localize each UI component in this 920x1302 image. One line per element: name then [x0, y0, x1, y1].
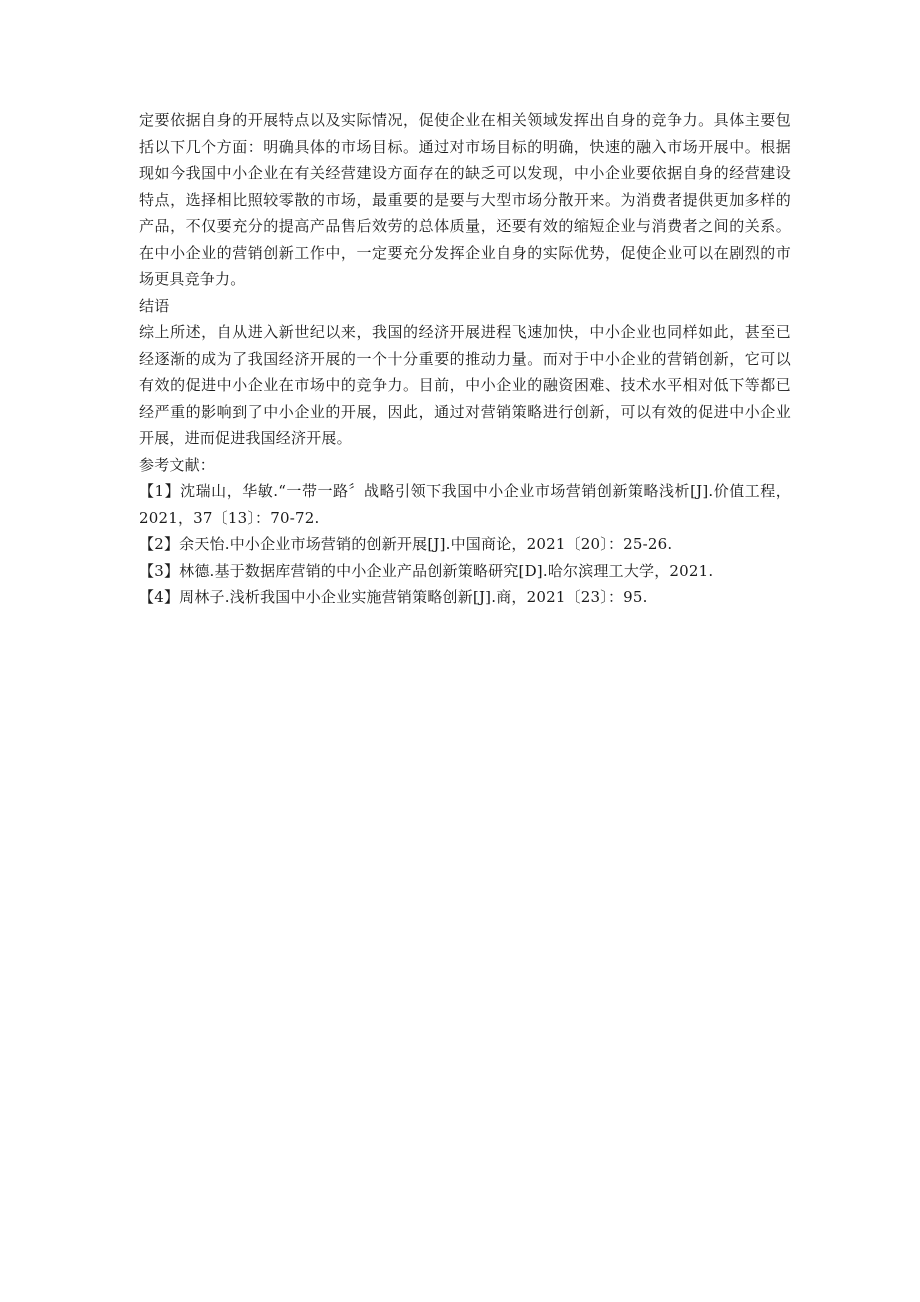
reference-item-1: 【1】沈瑞山，华敏.“一带一路〞战略引领下我国中小企业市场营销创新策略浅析[J].价值工程，2021，37〔13〕：70-72. [139, 482, 791, 527]
reference-item-2: 【2】余天怡.中小企业市场营销的创新开展[J].中国商论，2021〔20〕：25-26. [139, 535, 673, 553]
conclusion-paragraph: 综上所述，自从进入新世纪以来，我国的经济开展进程飞速加快，中小企业也同样如此，甚至已经逐渐的成为了我国经济开展的一个十分重要的推动力量。而对于中小企业的营销创新，它可以有效的促进中小企业在市场中的竞争力。目前，中小企业的融资困难、技术水平相对低下等都已经严重的影响到了中小企业的开展，因此，通过对营销策略进行创新，可以有效的促进中小企业开展，进而促进我国经济开展。 [139, 323, 791, 447]
conclusion-heading: 结语 [139, 296, 170, 315]
document-body [139, 107, 791, 611]
intro-paragraph: 定要依据自身的开展特点以及实际情况，促使企业在相关领域发挥出自身的竞争力。具体主要包括以下几个方面：明确具体的市场目标。通过对市场目标的明确，快速的融入市场开展中。根据现如今我国中小企业在有关经营建设方面存在的缺乏可以发现，中小企业要依据自身的经营建设特点，选择相比照较零散的市场，最重要的是要与大型市场分散开来。为消费者提供更加多样的产品，不仅要充分的提高产品售后效劳的总体质量，还要有效的缩短企业与消费者之间的关系。在中小企业的营销创新工作中，一定要充分发挥企业自身的实际优势，促使企业可以在剧烈的市场更具竞争力。 [139, 111, 791, 288]
reference-item-4: 【4】周林子.浅析我国中小企业实施营销策略创新[J].商，2021〔23〕：95. [139, 588, 648, 606]
references-list [139, 478, 791, 611]
reference-item-3: 【3】林德.基于数据库营销的中小企业产品创新策略研究[D].哈尔滨理工大学，2021. [139, 561, 714, 580]
references-heading: 参考文献： [139, 455, 216, 474]
